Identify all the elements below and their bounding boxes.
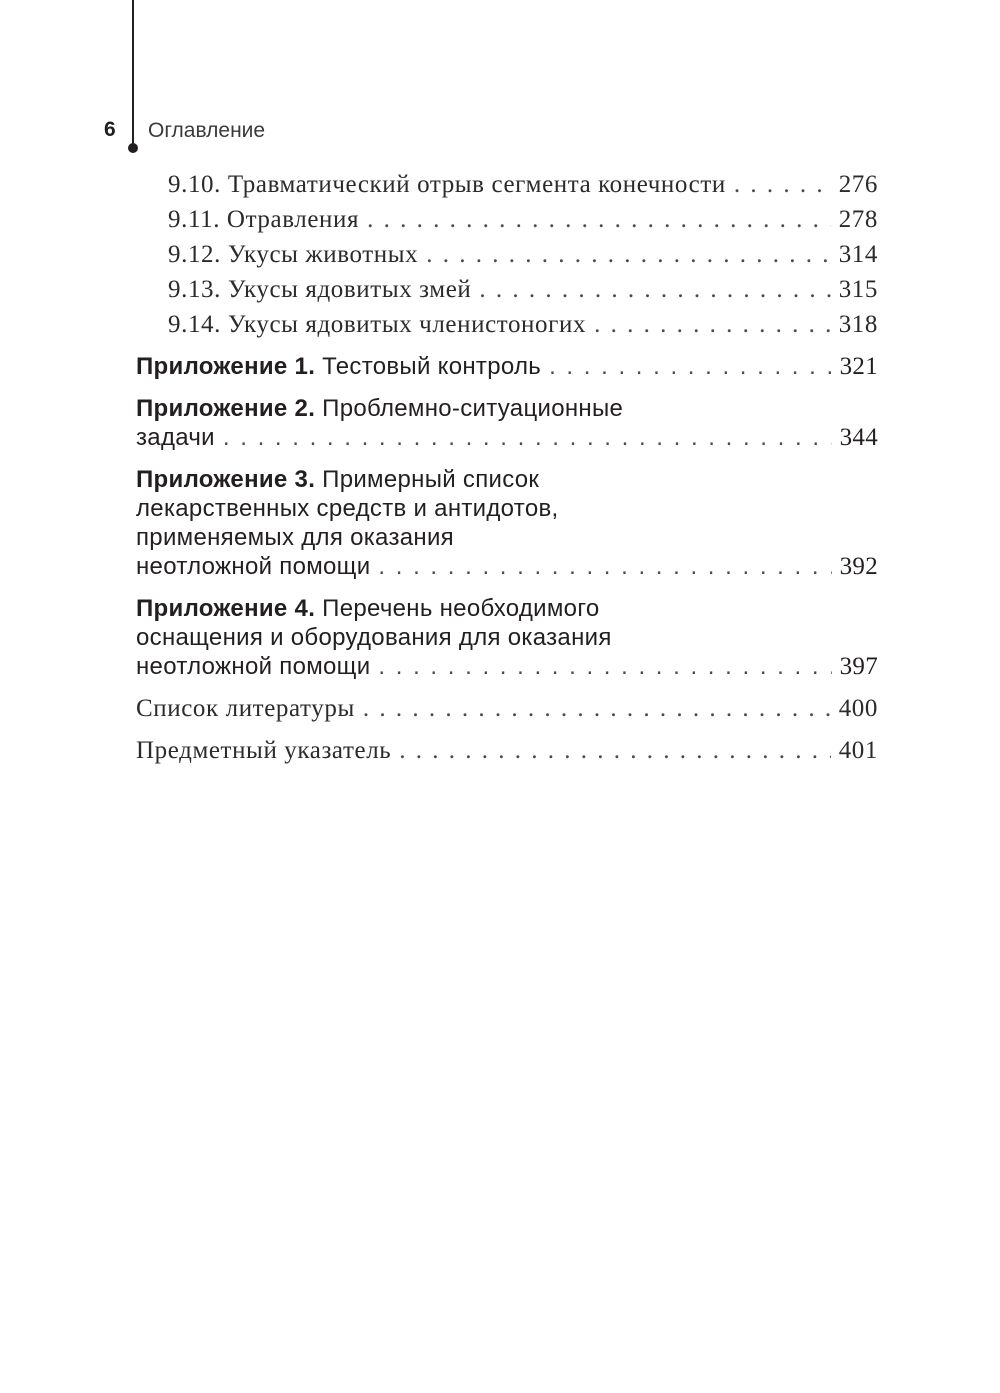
toc-entry-references[interactable] [136, 692, 878, 726]
appendix-title-line: применяемых для оказания [136, 524, 454, 551]
appendix-label: Приложение 4. [136, 595, 316, 622]
dot-leader [549, 352, 832, 381]
toc-entry-title: 9.11. Отравления [168, 206, 360, 233]
appendix-title-line: Перечень необходимого [322, 595, 600, 622]
dot-leader [363, 692, 831, 726]
dot-leader [367, 203, 831, 237]
toc-appendix-4[interactable] [136, 594, 878, 681]
dot-leader [378, 552, 831, 581]
margin-dot [128, 143, 138, 153]
appendix-label: Приложение 1. [136, 353, 316, 380]
appendix-title-line: задачи [136, 424, 215, 451]
toc-entry-title: Список литературы [136, 695, 355, 722]
toc-entry-page: 392 [839, 553, 878, 580]
appendix-title-line: Примерный список [322, 466, 540, 493]
appendix-title-line: лекарственных средств и антидотов, [136, 495, 559, 522]
toc-entry-title: Предметный указатель [136, 737, 392, 764]
appendix-title-line: Проблемно-ситуационные [322, 395, 624, 422]
toc-entry-9-11[interactable] [168, 203, 878, 237]
dot-leader [378, 652, 831, 681]
dot-leader [734, 168, 831, 202]
toc-entry-title: 9.13. Укусы ядовитых змей [168, 276, 472, 303]
toc-entry-page: 321 [839, 353, 878, 380]
toc-entry-page: 278 [838, 206, 878, 233]
toc-entry-9-14[interactable] [168, 308, 878, 342]
dot-leader [594, 308, 831, 342]
appendix-label: Приложение 3. [136, 466, 316, 493]
margin-rule [132, 0, 134, 148]
toc-entry-title: 9.10. Травматический отрыв сегмента конечности [168, 171, 726, 198]
toc-appendix-1[interactable] [136, 352, 878, 381]
toc-entry-9-10[interactable] [168, 168, 878, 202]
appendix-title-line: Тестовый контроль [322, 353, 542, 380]
toc-entry-page: 401 [838, 737, 878, 764]
toc-entry-page: 318 [838, 311, 878, 338]
appendix-title-line: неотложной помощи [136, 553, 371, 580]
appendix-label: Приложение 2. [136, 395, 316, 422]
dot-leader [399, 734, 830, 768]
appendix-title-line: оснащения и оборудования для оказания [136, 624, 612, 651]
running-title: Оглавление [148, 119, 266, 142]
toc-entry-page: 314 [838, 241, 878, 268]
dot-leader [426, 238, 830, 272]
appendix-title-line: неотложной помощи [136, 653, 371, 680]
toc-entry-page: 400 [838, 695, 878, 722]
toc-entry-page: 344 [839, 424, 878, 451]
toc-appendix-3[interactable] [136, 465, 878, 581]
toc-entry-page: 276 [838, 171, 878, 198]
page-number: 6 [104, 118, 116, 141]
toc-entry-index[interactable] [136, 734, 878, 768]
toc-entry-9-12[interactable] [168, 238, 878, 272]
toc-entry-9-13[interactable] [168, 273, 878, 307]
dot-leader [223, 423, 832, 452]
dot-leader [479, 273, 830, 307]
toc-entry-page: 315 [838, 276, 878, 303]
toc-entry-title: 9.14. Укусы ядовитых членистоногих [168, 311, 587, 338]
toc-entry-page: 397 [839, 653, 878, 680]
toc-entry-title: 9.12. Укусы животных [168, 241, 419, 268]
toc-appendix-2[interactable] [136, 394, 878, 452]
